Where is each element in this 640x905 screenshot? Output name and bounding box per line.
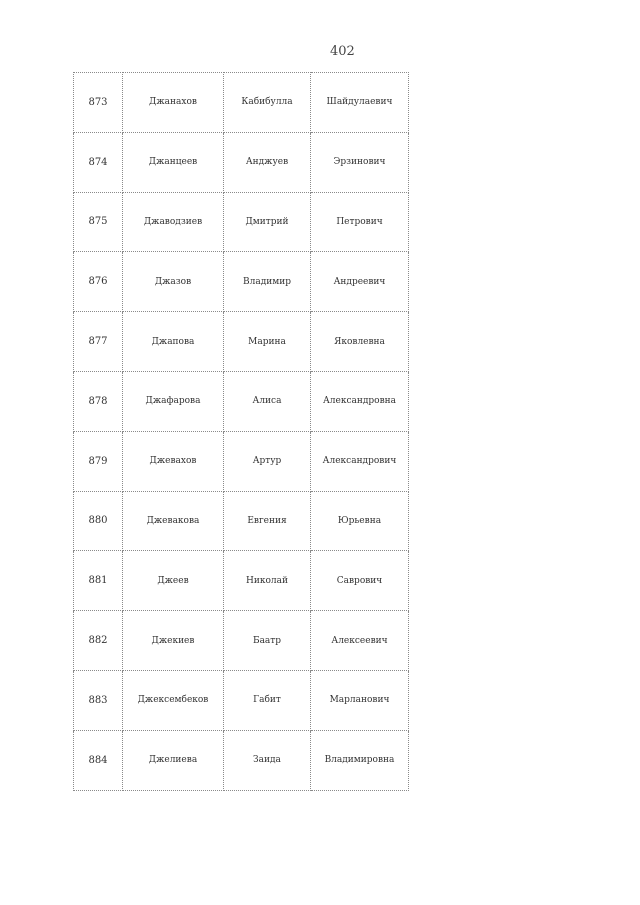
first-name-cell: Габит	[224, 670, 311, 730]
table-row	[74, 192, 409, 252]
row-number-cell: 874	[74, 132, 123, 192]
row-number-cell: 880	[74, 491, 123, 551]
first-name-cell: Владимир	[224, 252, 311, 312]
row-number-cell: 873	[74, 73, 123, 133]
patronymic-cell: Саврович	[311, 551, 409, 611]
surname-cell: Джевакова	[123, 491, 224, 551]
surname-cell: Джанахов	[123, 73, 224, 133]
first-name-cell: Анджуев	[224, 132, 311, 192]
table-row	[74, 730, 409, 790]
patronymic-cell: Шайдулаевич	[311, 73, 409, 133]
row-number-cell: 881	[74, 551, 123, 611]
first-name-cell: Дмитрий	[224, 192, 311, 252]
first-name-cell: Алиса	[224, 371, 311, 431]
roster-table-body	[74, 73, 409, 791]
surname-cell: Джевахов	[123, 431, 224, 491]
first-name-cell: Баатр	[224, 611, 311, 671]
row-number-cell: 883	[74, 670, 123, 730]
patronymic-cell: Андреевич	[311, 252, 409, 312]
surname-cell: Джеев	[123, 551, 224, 611]
patronymic-cell: Александровна	[311, 371, 409, 431]
surname-cell: Джелиева	[123, 730, 224, 790]
patronymic-cell: Юрьевна	[311, 491, 409, 551]
patronymic-cell: Алексеевич	[311, 611, 409, 671]
row-number-cell: 879	[74, 431, 123, 491]
first-name-cell: Евгения	[224, 491, 311, 551]
table-row	[74, 611, 409, 671]
patronymic-cell: Яковлевна	[311, 312, 409, 372]
surname-cell: Джанцеев	[123, 132, 224, 192]
row-number-cell: 878	[74, 371, 123, 431]
patronymic-cell: Петрович	[311, 192, 409, 252]
patronymic-cell: Владимировна	[311, 730, 409, 790]
patronymic-cell: Марланович	[311, 670, 409, 730]
first-name-cell: Заида	[224, 730, 311, 790]
table-row	[74, 73, 409, 133]
patronymic-cell: Александрович	[311, 431, 409, 491]
first-name-cell: Николай	[224, 551, 311, 611]
table-row	[74, 431, 409, 491]
table-row	[74, 312, 409, 372]
row-number-cell: 884	[74, 730, 123, 790]
first-name-cell: Кабибулла	[224, 73, 311, 133]
row-number-cell: 882	[74, 611, 123, 671]
row-number-cell: 876	[74, 252, 123, 312]
surname-cell: Джекиев	[123, 611, 224, 671]
first-name-cell: Марина	[224, 312, 311, 372]
row-number-cell: 875	[74, 192, 123, 252]
surname-cell: Джазов	[123, 252, 224, 312]
row-number-cell: 877	[74, 312, 123, 372]
roster-table	[73, 72, 409, 791]
table-row	[74, 132, 409, 192]
table-row	[74, 551, 409, 611]
surname-cell: Джапова	[123, 312, 224, 372]
patronymic-cell: Эрзинович	[311, 132, 409, 192]
page-number: 402	[330, 44, 355, 59]
surname-cell: Джафарова	[123, 371, 224, 431]
table-row	[74, 670, 409, 730]
surname-cell: Джексембеков	[123, 670, 224, 730]
first-name-cell: Артур	[224, 431, 311, 491]
surname-cell: Джаводзиев	[123, 192, 224, 252]
table-row	[74, 491, 409, 551]
table-row	[74, 252, 409, 312]
table-row	[74, 371, 409, 431]
